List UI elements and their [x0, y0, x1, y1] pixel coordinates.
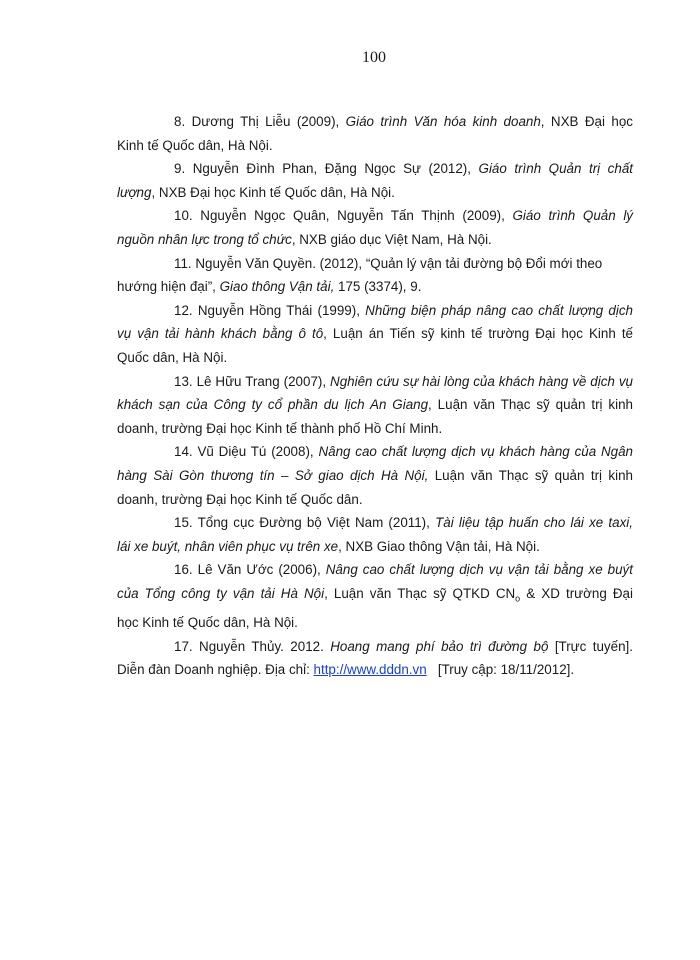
reference-authors: Dương Thị Liễu (2009),	[191, 114, 340, 129]
reference-authors: Tổng cục Đường bộ Việt Nam (2011),	[197, 515, 430, 531]
reference-number: 9.	[174, 161, 186, 177]
reference-authors: Lê Văn Ước (2006),	[197, 562, 321, 578]
reference-number: 12.	[174, 302, 193, 318]
reference-authors: Nguyễn Đình Phan, Đặng Ngọc Sự (2012),	[192, 161, 471, 177]
reference-number: 13.	[174, 373, 193, 389]
reference-number: 17.	[174, 638, 193, 654]
reference-title: Nâng cao chất lượng dịch vụ vận tải bằng xe buýt	[325, 562, 633, 578]
reference-title: Những biện pháp nâng cao chất lượng dịch	[365, 302, 633, 318]
reference-item	[117, 299, 633, 370]
reference-authors: Lê Hữu Trang (2007),	[196, 373, 327, 389]
reference-publisher: , NXB Đại học Kinh tế Quốc dân, Hà Nội.	[151, 184, 395, 200]
reference-publisher: , NXB Đại học	[540, 114, 633, 129]
reference-publisher: , Luận án Tiến sỹ kinh tế trường Đại học Kinh tế	[323, 326, 634, 342]
reference-publisher: Luận văn Thạc sỹ quản trị kinh	[434, 467, 633, 483]
reference-title-cont: hàng Sài Gòn thương tín – Sở giao dịch Hà Nội,	[117, 467, 429, 483]
reference-item	[117, 370, 633, 441]
reference-text-cont: hướng hiện đại”,	[117, 279, 216, 295]
reference-text: Nguyễn Văn Quyền. (2012), “Quản lý vận tải đường bộ Đổi mới theo	[195, 255, 603, 271]
reference-publisher: , NXB giáo dục Việt Nam, Hà Nội.	[291, 231, 492, 247]
reference-publisher: , Luận văn Thạc sỹ quản trị kinh	[428, 397, 633, 413]
reference-number: 15.	[174, 515, 193, 531]
reference-title-cont: vụ vận tải hành khách bằng ô tô	[117, 326, 324, 342]
reference-title-cont: lượng	[117, 184, 152, 200]
reference-subscript: o	[515, 593, 521, 604]
reference-title-cont: khách sạn của Công ty cổ phần du lịch An Giang	[117, 397, 429, 413]
reference-title: Tài liệu tập huấn cho lái xe taxi,	[435, 515, 633, 531]
page-number: 100	[362, 49, 386, 66]
reference-list	[117, 110, 633, 682]
reference-title-cont: của Tổng công ty vận tải Hà Nội	[117, 585, 325, 601]
reference-title: Giáo trình Quản lý	[512, 208, 633, 224]
reference-access-date: [Truy cập: 18/11/2012].	[437, 662, 575, 678]
reference-number: 11.	[174, 255, 192, 271]
reference-number: 16.	[174, 562, 193, 578]
reference-publisher-cont: doanh, trường Đại học Kinh tế Quốc dân.	[117, 491, 363, 507]
reference-title: Nghiên cứu sự hài lòng của khách hàng về dịch vụ	[330, 373, 633, 389]
reference-title: Giáo trình Văn hóa kinh doanh	[345, 114, 541, 129]
reference-item	[117, 440, 633, 511]
reference-title-cont: nguồn nhân lực trong tổ chức	[117, 231, 292, 247]
reference-issue: 175 (3374), 9.	[338, 279, 422, 295]
reference-link[interactable]: http://www.dddn.vn	[313, 662, 427, 678]
reference-authors: Vũ Diệu Tú (2008),	[197, 444, 314, 460]
reference-title: Giáo trình Quản trị chất	[478, 161, 633, 177]
reference-number: 10.	[174, 208, 193, 224]
reference-publisher-cont: doanh, trường Đại học Kinh tế thành phố Hồ Chí Minh.	[117, 420, 443, 436]
reference-source: Diễn đàn Doanh nghiệp. Địa chỉ:	[117, 662, 310, 678]
reference-publisher-cont: học Kinh tế Quốc dân, Hà Nội.	[117, 615, 298, 631]
reference-item	[117, 252, 633, 299]
reference-title: Nâng cao chất lượng dịch vụ khách hàng của Ngân	[318, 444, 633, 460]
reference-authors: Nguyễn Ngọc Quân, Nguyễn Tấn Thịnh (2009),	[200, 208, 505, 224]
reference-publisher: , Luận văn Thạc sỹ QTKD CN	[324, 585, 516, 601]
reference-access-type: [Trực tuyến].	[554, 638, 633, 654]
reference-publisher: , NXB Giao thông Vận tải, Hà Nội.	[338, 538, 540, 554]
reference-publisher-tail: & XD trường Đại	[526, 585, 633, 601]
reference-publisher-cont: Kinh tế Quốc dân, Hà Nội.	[117, 137, 273, 153]
reference-title: Hoang mang phí bảo trì đường bộ	[330, 638, 549, 654]
reference-publisher-cont: Quốc dân, Hà Nội.	[117, 349, 228, 365]
reference-item	[117, 511, 633, 558]
reference-item	[117, 558, 633, 634]
reference-item	[117, 204, 633, 251]
reference-authors: Nguyễn Thủy. 2012.	[199, 638, 324, 654]
reference-item	[117, 110, 633, 157]
reference-journal: Giao thông Vận tải,	[219, 279, 335, 295]
reference-number: 14.	[174, 444, 193, 460]
reference-title-cont: lái xe buýt, nhân viên phục vụ trên xe	[117, 538, 339, 554]
reference-number: 8.	[174, 114, 186, 129]
reference-authors: Nguyễn Hồng Thái (1999),	[197, 302, 360, 318]
reference-item	[117, 635, 633, 682]
reference-item	[117, 157, 633, 204]
